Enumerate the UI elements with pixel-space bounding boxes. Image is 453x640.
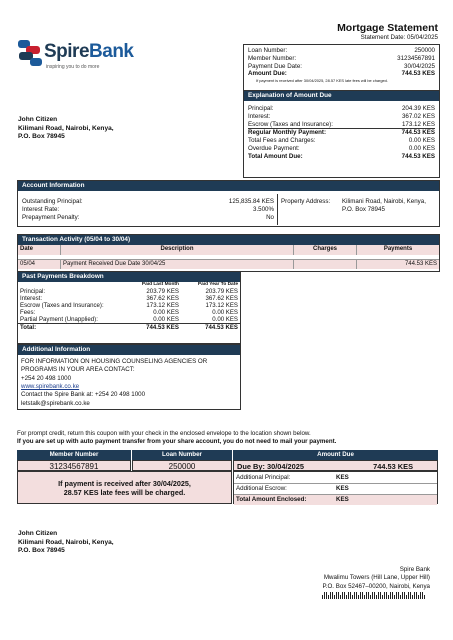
explanation-row: Interest: 367.02 KES — [248, 112, 435, 120]
transactions-box — [17, 234, 440, 272]
table-row: Partial Payment (Unapplied): 0.00 KES 0.00 KES — [20, 315, 238, 323]
logo-tagline: inspiring you to do more — [46, 64, 100, 70]
summary-row: Payment Due Date: 30/04/2025 — [248, 62, 435, 70]
customer-address-bottom — [18, 530, 114, 556]
col-payments: Payments — [383, 246, 413, 253]
summary-row: Amount Due: 744.53 KES — [248, 70, 435, 78]
past-payments-table — [18, 282, 240, 331]
total-enclosed-label: Total Amount Enclosed: — [236, 496, 307, 503]
explanation-row: Total Amount Due: 744.53 KES — [248, 152, 435, 160]
additional-info-heading: Additional Information — [18, 345, 240, 355]
customer-street: Kilimani Road, Nairobi, Kenya, — [18, 124, 114, 132]
statement-date: Statement Date: 05/04/2025 — [360, 34, 438, 41]
table-row: Total: 744.53 KES 744.53 KES — [20, 323, 238, 331]
coupon-due-amount: 744.53 KES — [373, 462, 413, 471]
coupon-col-loan: Loan Number — [132, 450, 232, 460]
transactions-header-row — [18, 245, 439, 255]
account-info-box — [17, 180, 440, 227]
coupon-due-by: Due By: 30/04/2025 — [237, 462, 304, 471]
explanation-row: Total Fees and Charges: 0.00 KES — [248, 137, 435, 144]
postal-barcode-icon — [322, 592, 428, 599]
coupon-late-fee: If payment is received after 30/04/2025, 28.57 KES late fees will be charged. — [17, 471, 232, 504]
additional-principal-label: Additional Principal: — [236, 474, 291, 481]
email-link[interactable]: letstalk@spirebank.co.ke — [21, 399, 90, 407]
explanation-row: Principal: 204.39 KES — [248, 105, 435, 112]
coupon-extra-box — [233, 471, 438, 504]
additional-escrow-label: Additional Escrow: — [236, 485, 287, 492]
coupon-auto-note: If you are set up with auto payment transfer from your share account, you do not need to mail your payment. — [17, 438, 337, 445]
explanation-box — [243, 90, 440, 178]
summary-box — [243, 44, 440, 92]
customer-address — [18, 116, 114, 142]
customer-name: John Citizen — [18, 116, 58, 123]
remit-line2: P.O. Box 52467–00200, Nairobi, Kenya — [322, 582, 430, 590]
explanation-row: Overdue Payment: 0.00 KES — [248, 144, 435, 152]
account-row: Prepayment Penalty: No — [22, 213, 274, 221]
past-payments-box — [17, 271, 241, 344]
summary-row: Member Number: 31234567891 — [248, 54, 435, 62]
past-payments-header-row: Paid Last Month Paid Year To Date — [141, 282, 238, 287]
customer-street: Kilimani Road, Nairobi, Kenya, — [18, 538, 114, 546]
col-charges: Charges — [294, 245, 357, 255]
logo-wordmark — [44, 42, 134, 61]
customer-pobox: P.O. Box 78945 — [18, 547, 65, 555]
table-row: Principal: 203.79 KES 203.79 KES — [20, 287, 238, 295]
account-info-heading: Account Information — [18, 181, 439, 191]
coupon-instruction: For prompt credit, return this coupon with your check in the enclosed envelope to the location shown below. — [17, 430, 311, 437]
website-link[interactable]: www.spirebank.co.ke — [21, 383, 80, 391]
contact-text: Contact the Spire Bank at: +254 20 498 1000 — [21, 391, 146, 399]
payment-coupon — [17, 450, 438, 506]
transactions-table — [18, 245, 439, 269]
additional-info-box — [17, 344, 241, 410]
remit-line1: Mwalimu Towers (Hill Lane, Upper Hill) — [323, 574, 430, 582]
past-payments-heading: Past Payments Breakdown — [18, 272, 240, 282]
transactions-heading: Transaction Activity (05/04 to 30/04) — [18, 235, 439, 245]
explanation-row: Regular Monthly Payment: 744.53 KES — [248, 129, 435, 137]
remit-name: Spire Bank — [399, 566, 430, 573]
coupon-col-member: Member Number — [17, 450, 131, 460]
table-row: 05/04 Payment Received Due Date 30/04/25 744.53 KES — [18, 259, 439, 269]
customer-pobox: P.O. Box 78945 — [18, 133, 65, 141]
summary-row: Loan Number: 250000 — [248, 47, 435, 54]
additional-principal-field[interactable]: KES — [336, 474, 349, 481]
coupon-loan-number: 250000 — [132, 460, 232, 471]
counseling-text: FOR INFORMATION ON HOUSING COUNSELING AGENCIES OR PROGRAMS IN YOUR AREA CONTACT: — [21, 358, 208, 374]
col-date: Date — [18, 245, 61, 255]
logo-mark-icon — [16, 38, 46, 68]
remit-address — [280, 566, 430, 591]
additional-escrow-field[interactable]: KES — [336, 485, 349, 492]
spirebank-logo — [16, 38, 156, 76]
logo-spire: Spire — [44, 41, 90, 62]
account-row: Outstanding Principal: 125,835.84 KES — [22, 198, 274, 205]
customer-name: John Citizen — [18, 530, 58, 537]
coupon-member-number: 31234567891 — [17, 460, 131, 471]
logo-bank: Bank — [89, 41, 134, 62]
explanation-row: Escrow (Taxes and Insurance): 173.12 KES — [248, 120, 435, 128]
table-row: Interest: 367.62 KES 367.62 KES — [20, 294, 238, 302]
summary-late-note: If payment is received after 30/04/2025, 28.57 KES late fees will be charged. — [256, 78, 388, 83]
property-address-value: Kilimani Road, Nairobi, Kenya, P.O. Box 78945 — [342, 198, 426, 213]
col-description: Description — [61, 245, 294, 255]
coupon-due-row — [233, 460, 438, 471]
property-address-label: Property Address: — [281, 198, 331, 205]
counseling-phone: +254 20 498 1000 — [21, 374, 72, 382]
total-enclosed-field[interactable]: KES — [336, 496, 349, 503]
explanation-heading: Explanation of Amount Due — [244, 91, 439, 101]
table-row: Fees: 0.00 KES 0.00 KES — [20, 308, 238, 316]
table-row: Escrow (Taxes and Insurance): 173.12 KES 173.12 KES — [20, 301, 238, 309]
statement-title: Mortgage Statement — [337, 22, 438, 34]
account-row: Interest Rate: 3.500% — [22, 205, 274, 213]
coupon-col-amount: Amount Due — [233, 450, 438, 460]
